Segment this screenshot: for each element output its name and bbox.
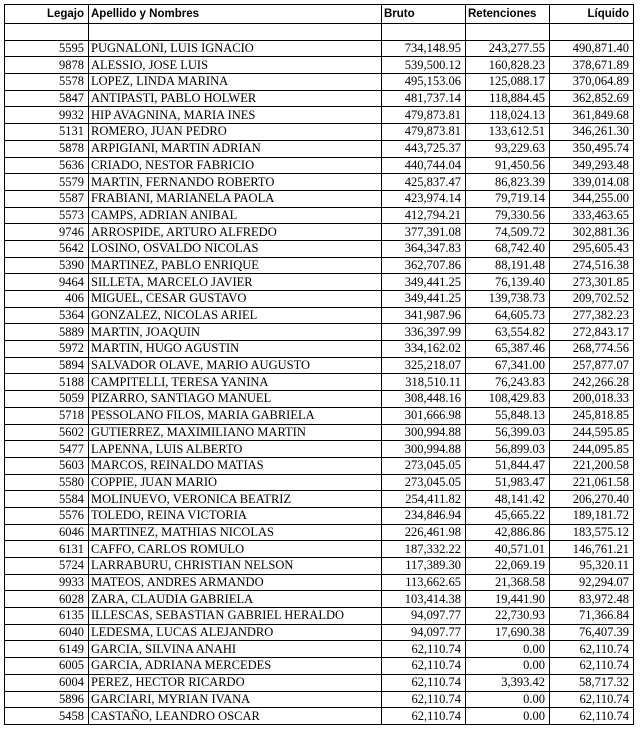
legajo-cell: 9746: [5, 224, 89, 241]
legajo-cell: 6005: [5, 658, 89, 675]
legajo-cell: 9933: [5, 574, 89, 591]
legajo-cell: 6028: [5, 591, 89, 608]
name-cell: LEDESMA, LUCAS ALEJANDRO: [89, 624, 382, 641]
retenciones-cell: 64,605.73: [466, 307, 550, 324]
table-row: [5, 90, 634, 107]
bruto-cell: 103,414.38: [382, 591, 466, 608]
table-row: [5, 224, 634, 241]
table-row: [5, 558, 634, 575]
legajo-cell: 5602: [5, 424, 89, 441]
header-liquido: Líquido: [550, 5, 634, 24]
name-cell: ZARA, CLAUDIA GABRIELA: [89, 591, 382, 608]
header-retenciones: Retenciones: [466, 5, 550, 24]
liquido-cell: 344,255.00: [550, 190, 634, 207]
name-cell: GUTIERREZ, MAXIMILIANO MARTIN: [89, 424, 382, 441]
liquido-cell: 346,261.30: [550, 124, 634, 141]
legajo-cell: 6046: [5, 524, 89, 541]
liquido-cell: 189,181.72: [550, 507, 634, 524]
liquido-cell: 273,301.85: [550, 274, 634, 291]
retenciones-cell: 88,191.48: [466, 257, 550, 274]
retenciones-cell: 160,828.23: [466, 57, 550, 74]
name-cell: MIGUEL, CESAR GUSTAVO: [89, 291, 382, 308]
table-row: [5, 341, 634, 358]
retenciones-cell: 45,665.22: [466, 507, 550, 524]
liquido-cell: 76,407.39: [550, 624, 634, 641]
table-row: [5, 57, 634, 74]
bruto-cell: 62,110.74: [382, 674, 466, 691]
liquido-cell: 83,972.48: [550, 591, 634, 608]
table-row: [5, 507, 634, 524]
name-cell: CAFFO, CARLOS ROMULO: [89, 541, 382, 558]
table-row: [5, 424, 634, 441]
header-apellido-nombres: Apellido y Nombres: [89, 5, 382, 24]
liquido-cell: 221,200.58: [550, 457, 634, 474]
bruto-cell: 273,045.05: [382, 457, 466, 474]
retenciones-cell: 118,024.13: [466, 107, 550, 124]
bruto-cell: 62,110.74: [382, 658, 466, 675]
name-cell: MARTINEZ, PABLO ENRIQUE: [89, 257, 382, 274]
retenciones-cell: 76,243.83: [466, 374, 550, 391]
retenciones-cell: 40,571.01: [466, 541, 550, 558]
bruto-cell: 362,707.86: [382, 257, 466, 274]
legajo-cell: 5896: [5, 691, 89, 708]
liquido-cell: 95,320.11: [550, 558, 634, 575]
bruto-cell: 377,391.08: [382, 224, 466, 241]
bruto-cell: 226,461.98: [382, 524, 466, 541]
liquido-cell: 206,270.40: [550, 491, 634, 508]
legajo-cell: 5595: [5, 40, 89, 57]
name-cell: LOPEZ, LINDA MARINA: [89, 74, 382, 91]
bruto-cell: 308,448.16: [382, 391, 466, 408]
table-row: [5, 441, 634, 458]
legajo-cell: 5059: [5, 391, 89, 408]
name-cell: HIP AVAGNINA, MARIA INES: [89, 107, 382, 124]
table-row: [5, 457, 634, 474]
legajo-cell: 5878: [5, 140, 89, 157]
legajo-cell: 6135: [5, 608, 89, 625]
liquido-cell: 209,702.52: [550, 291, 634, 308]
retenciones-cell: 3,393.42: [466, 674, 550, 691]
blank-cell: [466, 24, 550, 41]
bruto-cell: 300,994.88: [382, 441, 466, 458]
name-cell: GARCIARI, MYRIAN IVANA: [89, 691, 382, 708]
legajo-cell: 9464: [5, 274, 89, 291]
table-row: [5, 374, 634, 391]
name-cell: GONZALEZ, NICOLAS ARIEL: [89, 307, 382, 324]
name-cell: PUGNALONI, LUIS IGNACIO: [89, 40, 382, 57]
bruto-cell: 94,097.77: [382, 608, 466, 625]
bruto-cell: 300,994.88: [382, 424, 466, 441]
retenciones-cell: 0.00: [466, 658, 550, 675]
legajo-cell: 5390: [5, 257, 89, 274]
table-row: [5, 207, 634, 224]
blank-cell: [89, 24, 382, 41]
table-row: [5, 574, 634, 591]
retenciones-cell: 139,738.73: [466, 291, 550, 308]
table-row: [5, 391, 634, 408]
bruto-cell: 423,974.14: [382, 190, 466, 207]
retenciones-cell: 125,088.17: [466, 74, 550, 91]
name-cell: FRABIANI, MARIANELA PAOLA: [89, 190, 382, 207]
legajo-cell: 6131: [5, 541, 89, 558]
table-row: [5, 307, 634, 324]
retenciones-cell: 51,844.47: [466, 457, 550, 474]
retenciones-cell: 56,899.03: [466, 441, 550, 458]
retenciones-cell: 118,884.45: [466, 90, 550, 107]
retenciones-cell: 65,387.46: [466, 341, 550, 358]
table-row: [5, 641, 634, 658]
table-row: [5, 74, 634, 91]
liquido-cell: 370,064.89: [550, 74, 634, 91]
retenciones-cell: 79,719.14: [466, 190, 550, 207]
bruto-cell: 495,153.06: [382, 74, 466, 91]
legajo-cell: 406: [5, 291, 89, 308]
retenciones-cell: 19,441.90: [466, 591, 550, 608]
bruto-cell: 425,837.47: [382, 174, 466, 191]
header-row: [5, 5, 634, 24]
bruto-cell: 412,794.21: [382, 207, 466, 224]
payroll-table-body: [5, 5, 634, 725]
bruto-cell: 539,500.12: [382, 57, 466, 74]
retenciones-cell: 91,450.56: [466, 157, 550, 174]
bruto-cell: 341,987.96: [382, 307, 466, 324]
bruto-cell: 734,148.95: [382, 40, 466, 57]
retenciones-cell: 48,141.42: [466, 491, 550, 508]
bruto-cell: 62,110.74: [382, 691, 466, 708]
blank-cell: [382, 24, 466, 41]
liquido-cell: 183,575.12: [550, 524, 634, 541]
legajo-cell: 5642: [5, 240, 89, 257]
table-row: [5, 257, 634, 274]
bruto-cell: 336,397.99: [382, 324, 466, 341]
name-cell: TOLEDO, REINA VICTORIA: [89, 507, 382, 524]
retenciones-cell: 0.00: [466, 641, 550, 658]
table-row: [5, 140, 634, 157]
liquido-cell: 272,843.17: [550, 324, 634, 341]
liquido-cell: 333,463.65: [550, 207, 634, 224]
legajo-cell: 5636: [5, 157, 89, 174]
bruto-cell: 479,873.81: [382, 124, 466, 141]
legajo-cell: 5578: [5, 74, 89, 91]
bruto-cell: 479,873.81: [382, 107, 466, 124]
name-cell: SALVADOR OLAVE, MARIO AUGUSTO: [89, 357, 382, 374]
table-row: [5, 240, 634, 257]
name-cell: PESSOLANO FILOS, MARIA GABRIELA: [89, 407, 382, 424]
table-row: [5, 190, 634, 207]
legajo-cell: 5188: [5, 374, 89, 391]
liquido-cell: 274,516.38: [550, 257, 634, 274]
retenciones-cell: 133,612.51: [466, 124, 550, 141]
legajo-cell: 5458: [5, 708, 89, 725]
table-row: [5, 658, 634, 675]
legajo-cell: 5580: [5, 474, 89, 491]
name-cell: MARTIN, JOAQUIN: [89, 324, 382, 341]
name-cell: ARPIGIANI, MARTIN ADRIAN: [89, 140, 382, 157]
table-row: [5, 524, 634, 541]
liquido-cell: 362,852.69: [550, 90, 634, 107]
legajo-cell: 5584: [5, 491, 89, 508]
legajo-cell: 5718: [5, 407, 89, 424]
retenciones-cell: 86,823.39: [466, 174, 550, 191]
liquido-cell: 62,110.74: [550, 641, 634, 658]
liquido-cell: 200,018.33: [550, 391, 634, 408]
name-cell: ROMERO, JUAN PEDRO: [89, 124, 382, 141]
legajo-cell: 6004: [5, 674, 89, 691]
name-cell: MATEOS, ANDRES ARMANDO: [89, 574, 382, 591]
legajo-cell: 5724: [5, 558, 89, 575]
table-row: [5, 708, 634, 725]
retenciones-cell: 22,069.19: [466, 558, 550, 575]
bruto-cell: 440,744.04: [382, 157, 466, 174]
liquido-cell: 302,881.36: [550, 224, 634, 241]
name-cell: CAMPS, ADRIAN ANIBAL: [89, 207, 382, 224]
liquido-cell: 268,774.56: [550, 341, 634, 358]
legajo-cell: 5576: [5, 507, 89, 524]
legajo-cell: 6040: [5, 624, 89, 641]
name-cell: ARROSPIDE, ARTURO ALFREDO: [89, 224, 382, 241]
retenciones-cell: 56,399.03: [466, 424, 550, 441]
name-cell: CASTAÑO, LEANDRO OSCAR: [89, 708, 382, 725]
legajo-cell: 5131: [5, 124, 89, 141]
legajo-cell: 5847: [5, 90, 89, 107]
liquido-cell: 71,366.84: [550, 608, 634, 625]
legajo-cell: 5603: [5, 457, 89, 474]
table-row: [5, 541, 634, 558]
name-cell: MARTINEZ, MATHIAS NICOLAS: [89, 524, 382, 541]
name-cell: GARCIA, ADRIANA MERCEDES: [89, 658, 382, 675]
blank-cell: [550, 24, 634, 41]
table-row: [5, 624, 634, 641]
retenciones-cell: 79,330.56: [466, 207, 550, 224]
bruto-cell: 113,662.65: [382, 574, 466, 591]
liquido-cell: 295,605.43: [550, 240, 634, 257]
bruto-cell: 234,846.94: [382, 507, 466, 524]
retenciones-cell: 17,690.38: [466, 624, 550, 641]
liquido-cell: 146,761.21: [550, 541, 634, 558]
table-row: [5, 491, 634, 508]
liquido-cell: 242,266.28: [550, 374, 634, 391]
bruto-cell: 254,411.82: [382, 491, 466, 508]
name-cell: MARTIN, FERNANDO ROBERTO: [89, 174, 382, 191]
table-row: [5, 324, 634, 341]
legajo-cell: 5579: [5, 174, 89, 191]
retenciones-cell: 67,341.00: [466, 357, 550, 374]
table-row: [5, 291, 634, 308]
name-cell: LOSINO, OSVALDO NICOLAS: [89, 240, 382, 257]
table-row: [5, 107, 634, 124]
table-row: [5, 174, 634, 191]
retenciones-cell: 243,277.55: [466, 40, 550, 57]
retenciones-cell: 68,742.40: [466, 240, 550, 257]
legajo-cell: 5477: [5, 441, 89, 458]
bruto-cell: 187,332.22: [382, 541, 466, 558]
header-bruto: Bruto: [382, 5, 466, 24]
table-row: [5, 274, 634, 291]
name-cell: ALESSIO, JOSE LUIS: [89, 57, 382, 74]
table-row: [5, 608, 634, 625]
table-row: [5, 407, 634, 424]
bruto-cell: 62,110.74: [382, 641, 466, 658]
bruto-cell: 117,389.30: [382, 558, 466, 575]
bruto-cell: 273,045.05: [382, 474, 466, 491]
retenciones-cell: 76,139.40: [466, 274, 550, 291]
name-cell: ILLESCAS, SEBASTIAN GABRIEL HERALDO: [89, 608, 382, 625]
legajo-cell: 5889: [5, 324, 89, 341]
name-cell: MOLINUEVO, VERONICA BEATRIZ: [89, 491, 382, 508]
liquido-cell: 245,818.85: [550, 407, 634, 424]
legajo-cell: 5573: [5, 207, 89, 224]
bruto-cell: 364,347.83: [382, 240, 466, 257]
retenciones-cell: 42,886.86: [466, 524, 550, 541]
bruto-cell: 325,218.07: [382, 357, 466, 374]
legajo-cell: 9878: [5, 57, 89, 74]
liquido-cell: 244,595.85: [550, 424, 634, 441]
retenciones-cell: 22,730.93: [466, 608, 550, 625]
retenciones-cell: 63,554.82: [466, 324, 550, 341]
liquido-cell: 361,849.68: [550, 107, 634, 124]
bruto-cell: 443,725.37: [382, 140, 466, 157]
legajo-cell: 5364: [5, 307, 89, 324]
payroll-table: [4, 4, 634, 725]
liquido-cell: 349,293.48: [550, 157, 634, 174]
bruto-cell: 349,441.25: [382, 291, 466, 308]
name-cell: MARTIN, HUGO AGUSTIN: [89, 341, 382, 358]
table-row: [5, 157, 634, 174]
name-cell: LAPENNA, LUIS ALBERTO: [89, 441, 382, 458]
table-row: [5, 674, 634, 691]
legajo-cell: 5972: [5, 341, 89, 358]
bruto-cell: 349,441.25: [382, 274, 466, 291]
bruto-cell: 481,737.14: [382, 90, 466, 107]
liquido-cell: 58,717.32: [550, 674, 634, 691]
retenciones-cell: 21,368.58: [466, 574, 550, 591]
bruto-cell: 318,510.11: [382, 374, 466, 391]
legajo-cell: 5894: [5, 357, 89, 374]
liquido-cell: 244,095.85: [550, 441, 634, 458]
name-cell: SILLETA, MARCELO JAVIER: [89, 274, 382, 291]
liquido-cell: 62,110.74: [550, 691, 634, 708]
bruto-cell: 62,110.74: [382, 708, 466, 725]
liquido-cell: 490,871.40: [550, 40, 634, 57]
legajo-cell: 9932: [5, 107, 89, 124]
blank-row: [5, 24, 634, 41]
retenciones-cell: 55,848.13: [466, 407, 550, 424]
name-cell: ANTIPASTI, PABLO HOLWER: [89, 90, 382, 107]
bruto-cell: 94,097.77: [382, 624, 466, 641]
liquido-cell: 350,495.74: [550, 140, 634, 157]
name-cell: GARCIA, SILVINA ANAHI: [89, 641, 382, 658]
liquido-cell: 378,671.89: [550, 57, 634, 74]
name-cell: CAMPITELLI, TERESA YANINA: [89, 374, 382, 391]
retenciones-cell: 74,509.72: [466, 224, 550, 241]
table-row: [5, 124, 634, 141]
name-cell: CRIADO, NESTOR FABRICIO: [89, 157, 382, 174]
liquido-cell: 221,061.58: [550, 474, 634, 491]
liquido-cell: 62,110.74: [550, 708, 634, 725]
table-row: [5, 474, 634, 491]
bruto-cell: 301,666.98: [382, 407, 466, 424]
table-row: [5, 357, 634, 374]
table-row: [5, 591, 634, 608]
retenciones-cell: 0.00: [466, 691, 550, 708]
liquido-cell: 277,382.23: [550, 307, 634, 324]
name-cell: COPPIE, JUAN MARIO: [89, 474, 382, 491]
name-cell: LARRABURU, CHRISTIAN NELSON: [89, 558, 382, 575]
liquido-cell: 62,110.74: [550, 658, 634, 675]
retenciones-cell: 0.00: [466, 708, 550, 725]
table-row: [5, 691, 634, 708]
legajo-cell: 5587: [5, 190, 89, 207]
retenciones-cell: 108,429.83: [466, 391, 550, 408]
blank-cell: [5, 24, 89, 41]
name-cell: PIZARRO, SANTIAGO MANUEL: [89, 391, 382, 408]
retenciones-cell: 93,229.63: [466, 140, 550, 157]
bruto-cell: 334,162.02: [382, 341, 466, 358]
header-legajo: Legajo: [5, 5, 89, 24]
table-row: [5, 40, 634, 57]
liquido-cell: 257,877.07: [550, 357, 634, 374]
retenciones-cell: 51,983.47: [466, 474, 550, 491]
name-cell: MARCOS, REINALDO MATIAS: [89, 457, 382, 474]
liquido-cell: 339,014.08: [550, 174, 634, 191]
legajo-cell: 6149: [5, 641, 89, 658]
liquido-cell: 92,294.07: [550, 574, 634, 591]
name-cell: PEREZ, HECTOR RICARDO: [89, 674, 382, 691]
